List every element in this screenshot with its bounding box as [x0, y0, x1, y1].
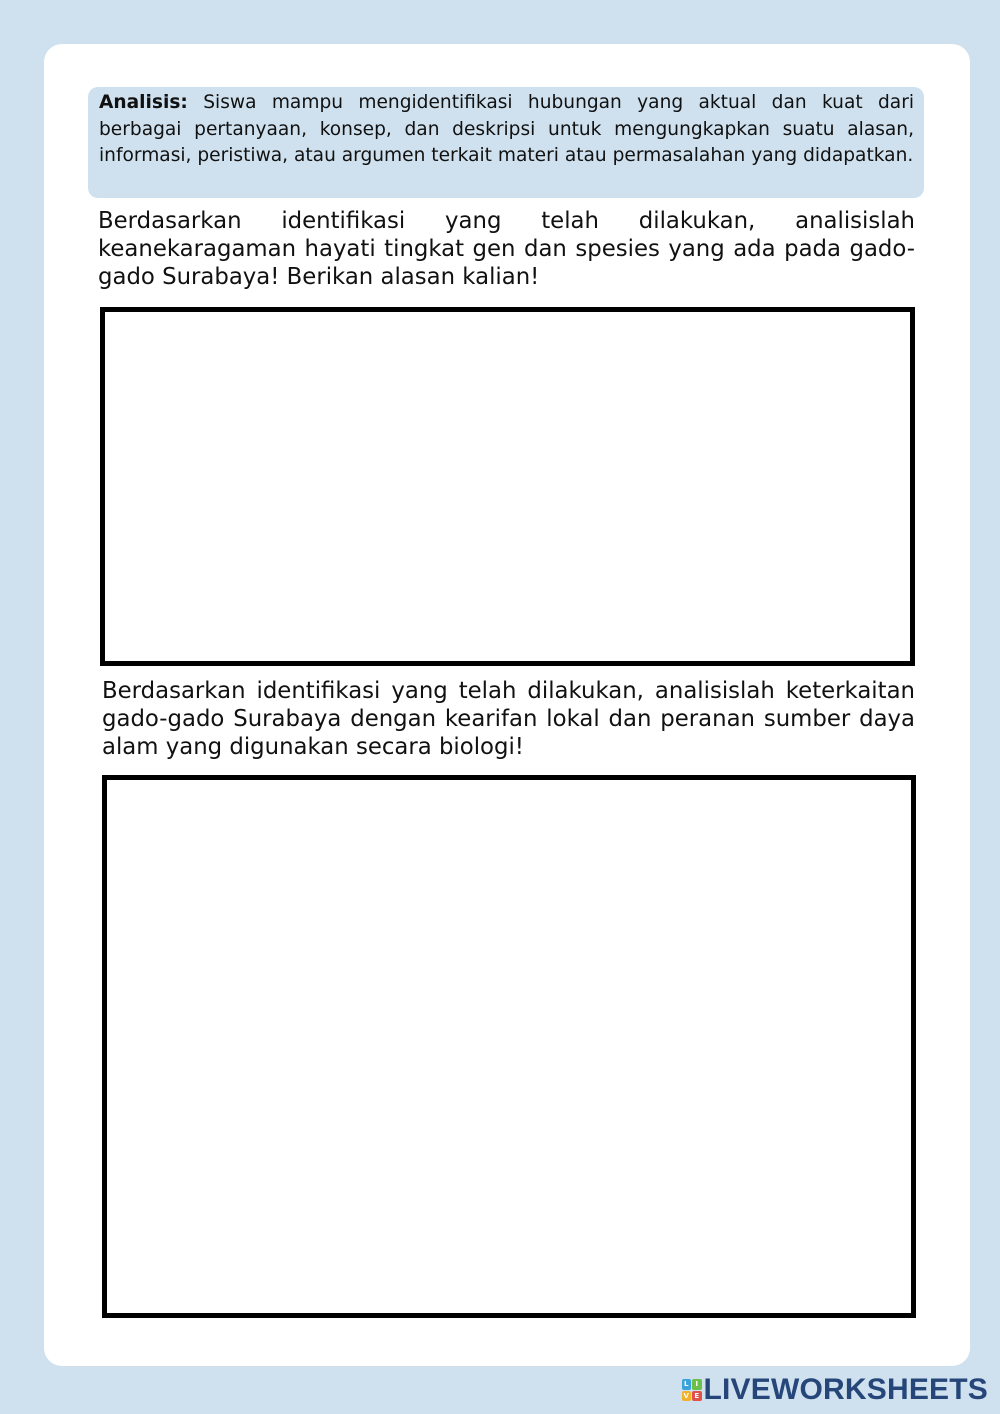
objective-text: Siswa mampu mengidentifikasi hubungan yang aktual dan kuat dari berbagai pertanyaan, konsep, dan deskripsi untuk mengungkapkan suatu alasan, informasi, peristiwa, atau argumen terkait materi atau permasalahan yang didapatkan. — [99, 92, 914, 166]
learning-objective-box — [88, 87, 924, 198]
logo-letter-e: E — [692, 1391, 702, 1402]
objective-label: Analisis: — [99, 92, 188, 113]
question-2-text: Berdasarkan identifikasi yang telah dilakukan, analisislah keterkaitan gado-gado Surabaya dengan kearifan lokal dan peranan sumber daya alam yang digunakan secara biologi! — [102, 678, 915, 760]
brand-name: LIVEWORKSHEETS — [703, 1373, 988, 1406]
logo-letter-i: I — [692, 1379, 702, 1390]
liveworksheets-brand[interactable] — [682, 1374, 989, 1406]
answer-box-2[interactable] — [102, 775, 916, 1318]
question-1-text: Berdasarkan identifikasi yang telah dilakukan, analisislah keanekaragaman hayati tingkat gen dan spesies yang ada pada gado-gado Surabaya! Berikan alasan kalian! — [98, 208, 915, 290]
logo-letter-v: V — [682, 1391, 692, 1402]
liveworksheets-logo-icon — [682, 1379, 702, 1401]
answer-box-1[interactable] — [100, 307, 915, 666]
logo-letter-l: L — [682, 1379, 692, 1390]
